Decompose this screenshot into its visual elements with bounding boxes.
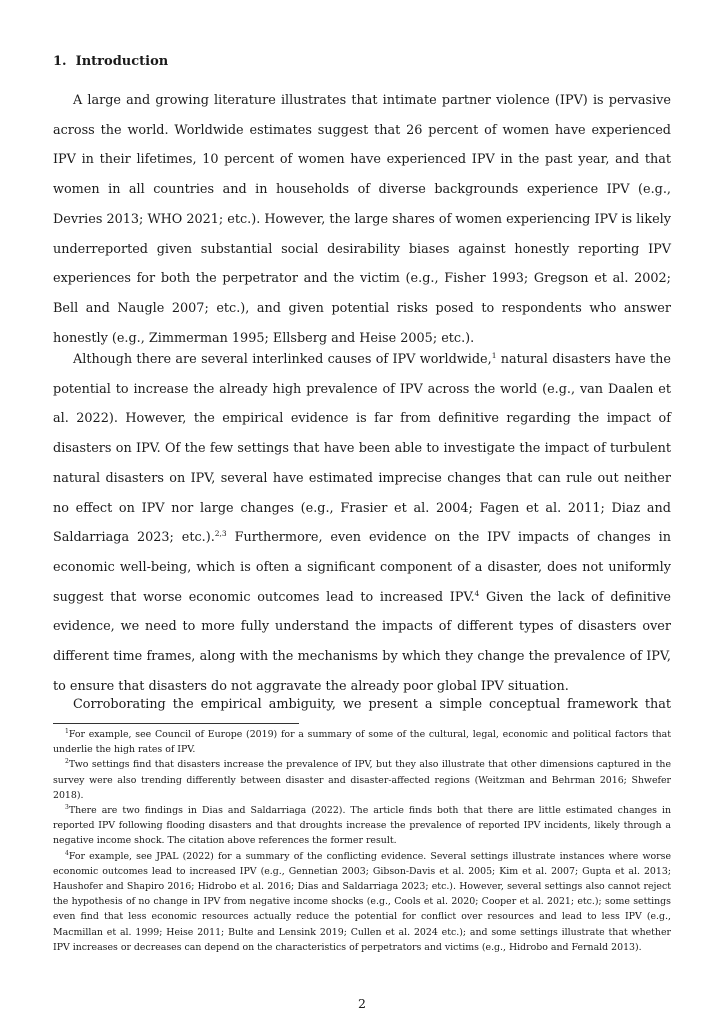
paragraph-1: A large and growing literature illustrates that intimate partner violence (IPV) is pervasive across the world. Worldwide estimates suggest that 26 percent of women have experienced IPV in their lifetimes, 10 percent of women have experienced IPV in the past year, and that women in all countries and in households of diverse backgrounds experience IPV (e.g., Devries 2013; WHO 2021; etc.). However, the large shares of women experiencing IPV is likely underreported given substantial social desirability biases against honestly reporting IPV experiences for both the perpetrator and the victim (e.g., Fisher 1993; Gregson et al. 2002; Bell and Naugle 2007; etc.), and given potential risks posed to respondents who answer honestly (e.g., Zimmerman 1995; Ellsberg and Heise 2005; etc.).	[53, 93, 671, 346]
footnote-ref-1: 1	[491, 351, 497, 360]
footnote-text: For example, see Council of Europe (2019) for a summary of some of the cultural, legal, economic and political factors that underlie the high rates of IPV.	[53, 729, 671, 756]
footnote-marker: 1	[65, 728, 69, 735]
footnote-divider	[53, 723, 299, 724]
footnote-ref-2-3: 2,3	[214, 529, 227, 539]
footnote-2	[53, 757, 671, 803]
paragraph-2-text-a: Although there are several interlinked causes of IPV worldwide,	[73, 352, 492, 367]
footnote-text: There are two findings in Dias and Saldarriaga (2022). The article finds both that there are little estimated changes in reported IPV following flooding disasters and that droughts increase the prevalence of reported IPV incidents, likely through a negative income shock. The citation above references the former result.	[53, 805, 671, 847]
footnote-text: For example, see JPAL (2022) for a summary of the conflicting evidence. Several settings illustrate instances where worse economic outcomes lead to increased IPV (e.g., Gennetian 2003; Gibson-Davis et al. 2005; Kim et al. 2007; Gupta et al. 2013; Haushofer and Shapiro 2016; Hidrobo et al. 2016; Dias and Saldarriaga 2023; etc.). However, several settings also cannot reject the hypothesis of no change in IPV from negative income shocks (e.g., Cools et al. 2020; Cooper et al. 2021; etc.); some settings even find that less economic resources actually reduce the potential for conflict over resources and lead to less IPV (e.g., Macmillan et al. 1999; Heise 2011; Bulte and Lensink 2019; Cullen et al. 2024 etc.); and some settings illustrate that whether IPV increases or decreases can depend on the characteristics of perpetrators and victims (e.g., Hidrobo and Fernald 2013).	[53, 850, 671, 953]
footnote-marker: 4	[65, 849, 69, 857]
footnote-1	[53, 727, 671, 757]
paragraph-2-text-c: Furthermore, even evidence on the IPV impacts of changes in economic well-being, which is often a significant component of a disaster, does not uniformly suggest that worse economic outcomes lead to increased IPV.	[53, 530, 671, 605]
footnotes	[53, 727, 671, 955]
paragraph-2-text-d: Given the lack of definitive evidence, we need to more fully understand the impacts of different types of disasters over different time frames, along with the mechanisms by which they change the prevalence of IPV, to ensure that disasters do not aggravate the already poor global IPV situation.	[53, 589, 671, 694]
footnote-marker: 2	[65, 758, 69, 766]
paragraph-2-text-b: natural disasters have the potential to increase the already high prevalence of IPV across the world (e.g., van Daalen et al. 2022). However, the empirical evidence is far from definitive regarding the impact of disasters on IPV. Of the few settings that have been able to investigate the impact of turbulent natural disasters on IPV, several have estimated imprecise changes that can rule out neither no effect on IPV nor large changes (e.g., Frasier et al. 2004; Fagen et al. 2011; Diaz and Saldarriaga 2023; etc.).	[53, 352, 671, 546]
section-heading	[53, 54, 168, 69]
page-number: 2	[358, 996, 366, 1011]
paragraph-3: Corroborating the empirical ambiguity, we present a simple conceptual framework that	[73, 697, 671, 712]
section-number: 1.	[53, 54, 67, 69]
section-title: Introduction	[75, 54, 169, 69]
footnote-ref-4: 4	[474, 588, 480, 598]
footnote-marker: 3	[65, 804, 69, 812]
footnote-3	[53, 803, 671, 849]
paragraph-2	[53, 345, 671, 701]
footnote-text: Two settings find that disasters increase the prevalence of IPV, but they also illustrate that other dimensions captured in the survey were also trending differently between disaster and disaster-affected regions (Weitzman and Behrman 2016; Shwefer 2018).	[53, 759, 671, 801]
footnote-4	[53, 849, 671, 955]
